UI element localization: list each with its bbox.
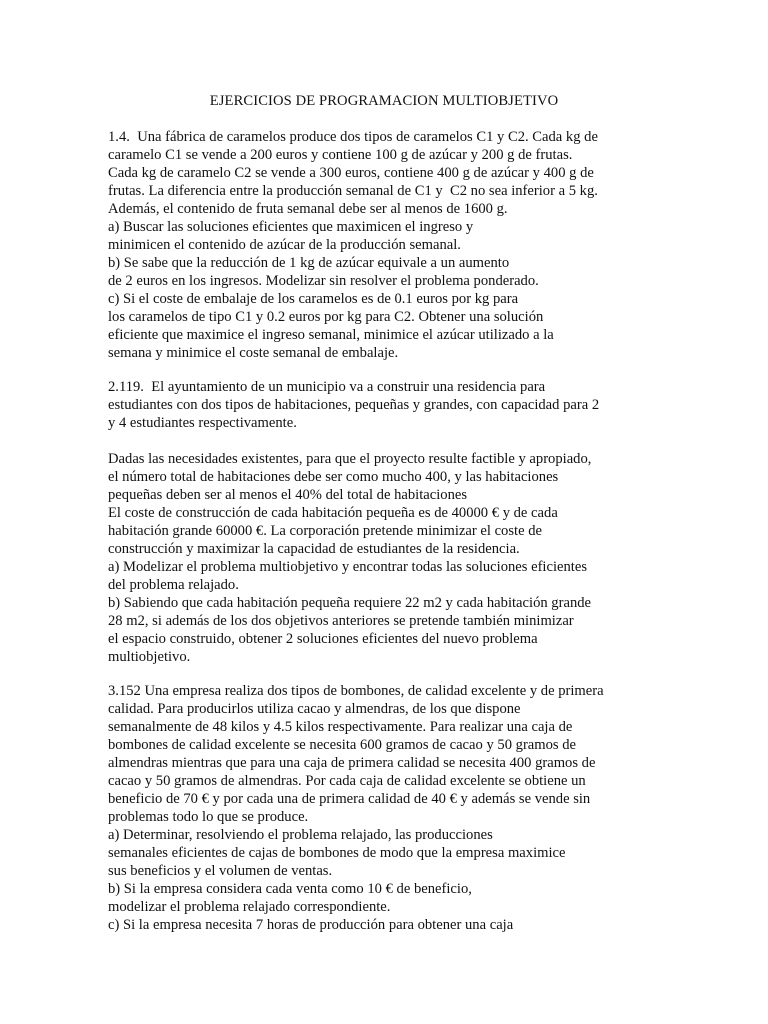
text-line: minimicen el contenido de azúcar de la producción semanal. xyxy=(108,237,461,253)
text-line: beneficio de 70 € y por cada una de primera calidad de 40 € y además se vende sin xyxy=(108,791,591,807)
text-line: el espacio construido, obtener 2 soluciones eficientes del nuevo problema xyxy=(108,631,538,647)
text-line: calidad. Para producirlos utiliza cacao y almendras, de los que dispone xyxy=(108,701,521,717)
text-line: El coste de construcción de cada habitación pequeña es de 40000 € y de cada xyxy=(108,505,558,521)
text-line: bombones de calidad excelente se necesita 600 gramos de cacao y 50 gramos de xyxy=(108,737,577,753)
exercise-3-text xyxy=(108,682,728,934)
text-line: y 4 estudiantes respectivamente. xyxy=(108,415,297,431)
text-line: semanalmente de 48 kilos y 4.5 kilos respectivamente. Para realizar una caja de xyxy=(108,719,573,735)
text-line: 28 m2, si además de los dos objetivos anteriores se pretende también minimizar xyxy=(108,613,574,629)
text-line: a) Modelizar el problema multiobjetivo y encontrar todas las soluciones eficientes xyxy=(108,559,588,575)
text-line: problemas todo lo que se produce. xyxy=(108,809,309,825)
text-line: construcción y maximizar la capacidad de estudiantes de la residencia. xyxy=(108,541,520,557)
text-line: a) Buscar las soluciones eficientes que maximicen el ingreso y xyxy=(108,219,474,235)
text-line: almendras mientras que para una caja de primera calidad se necesita 400 gramos de xyxy=(108,755,596,771)
text-line: Además, el contenido de fruta semanal debe ser al menos de 1600 g. xyxy=(108,201,508,217)
text-line: habitación grande 60000 €. La corporación pretende minimizar el coste de xyxy=(108,523,542,539)
text-line: Cada kg de caramelo C2 se vende a 300 euros, contiene 400 g de azúcar y 400 g de xyxy=(108,165,594,181)
text-line: del problema relajado. xyxy=(108,577,239,593)
text-line: a) Determinar, resolviendo el problema relajado, las producciones xyxy=(108,827,493,843)
text-line: cacao y 50 gramos de almendras. Por cada caja de calidad excelente se obtiene un xyxy=(108,773,586,789)
blank-line xyxy=(108,432,728,450)
text-line: 1.4. Una fábrica de caramelos produce dos tipos de caramelos C1 y C2. Cada kg de xyxy=(108,129,598,145)
exercise-2-text xyxy=(108,378,728,666)
text-line: estudiantes con dos tipos de habitaciones, pequeñas y grandes, con capacidad para 2 xyxy=(108,397,600,413)
text-line: Dadas las necesidades existentes, para que el proyecto resulte factible y apropiado, xyxy=(108,451,592,467)
text-line: b) Sabiendo que cada habitación pequeña requiere 22 m2 y cada habitación grande xyxy=(108,595,592,611)
text-line: frutas. La diferencia entre la producción semanal de C1 y C2 no sea inferior a 5 kg. xyxy=(108,183,598,199)
exercise-1-text xyxy=(108,128,728,362)
text-line: semanales eficientes de cajas de bombones de modo que la empresa maximice xyxy=(108,845,566,861)
text-line: de 2 euros en los ingresos. Modelizar sin resolver el problema ponderado. xyxy=(108,273,539,289)
text-line: b) Se sabe que la reducción de 1 kg de azúcar equivale a un aumento xyxy=(108,255,510,271)
text-line: c) Si el coste de embalaje de los caramelos es de 0.1 euros por kg para xyxy=(108,291,519,307)
text-line: b) Si la empresa considera cada venta como 10 € de beneficio, xyxy=(108,881,472,897)
text-line: modelizar el problema relajado correspondiente. xyxy=(108,899,391,915)
text-line: multiobjetivo. xyxy=(108,649,191,665)
text-line: eficiente que maximice el ingreso semanal, minimice el azúcar utilizado a la xyxy=(108,327,554,343)
text-line: el número total de habitaciones debe ser como mucho 400, y las habitaciones xyxy=(108,469,559,485)
text-line: 2.119. El ayuntamiento de un municipio va a construir una residencia para xyxy=(108,379,546,395)
text-line: pequeñas deben ser al menos el 40% del total de habitaciones xyxy=(108,487,468,503)
text-line: caramelo C1 se vende a 200 euros y contiene 100 g de azúcar y 200 g de frutas. xyxy=(108,147,573,163)
text-line: semana y minimice el coste semanal de embalaje. xyxy=(108,345,399,361)
text-line: 3.152 Una empresa realiza dos tipos de bombones, de calidad excelente y de primera xyxy=(108,683,604,699)
text-line: sus beneficios y el volumen de ventas. xyxy=(108,863,333,879)
document-title: EJERCICIOS DE PROGRAMACION MULTIOBJETIVO xyxy=(209,93,559,109)
text-line: los caramelos de tipo C1 y 0.2 euros por kg para C2. Obtener una solución xyxy=(108,309,544,325)
text-line: c) Si la empresa necesita 7 horas de producción para obtener una caja xyxy=(108,917,514,933)
